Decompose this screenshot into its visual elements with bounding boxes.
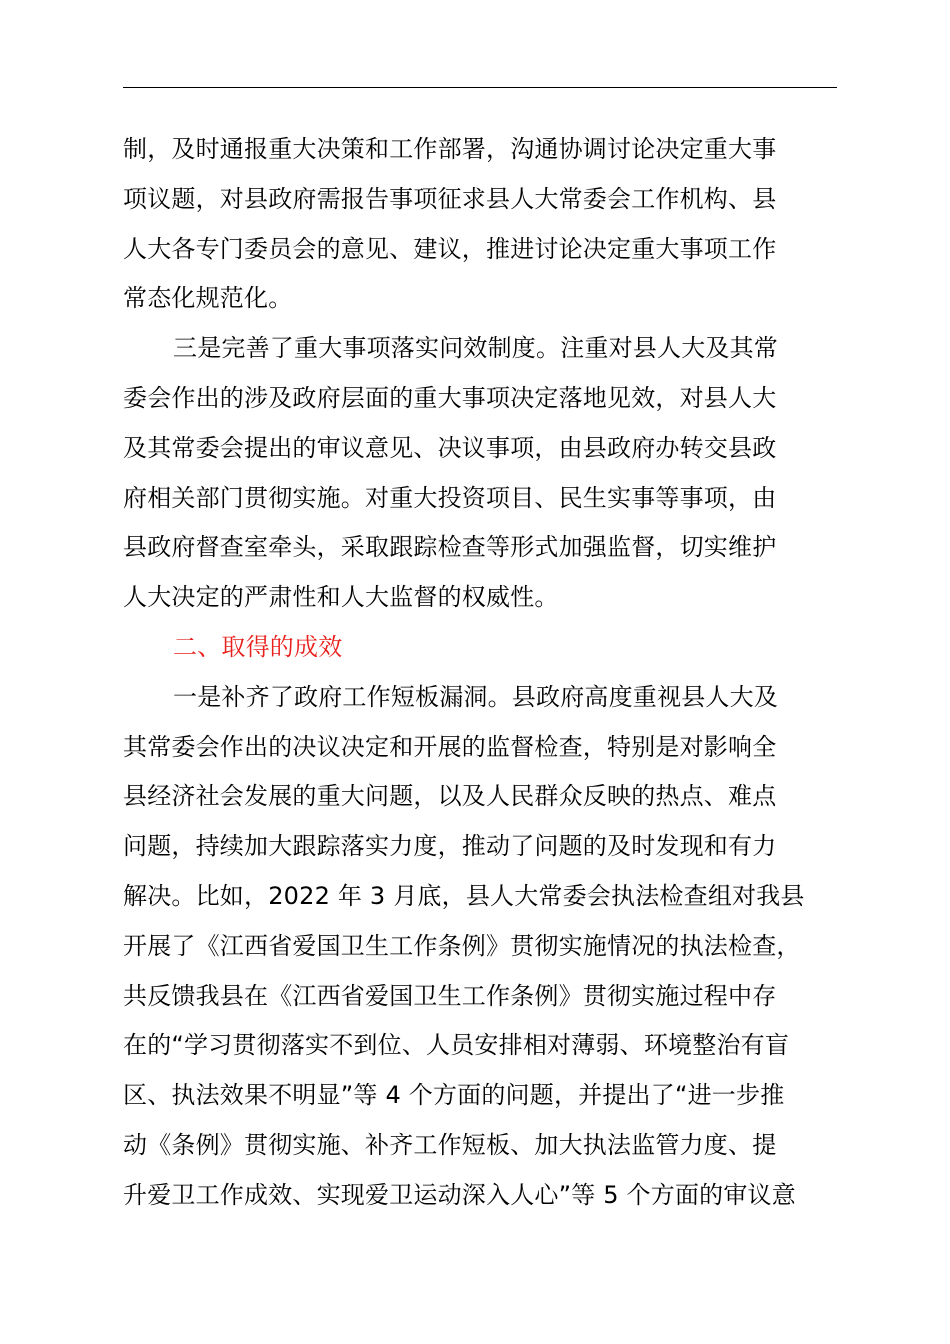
text-line: 人大决定的严肃性和人大监督的权威性。 xyxy=(123,583,559,612)
text-line: 问题，持续加大跟踪落实力度，推动了问题的及时发现和有力 xyxy=(123,832,777,861)
text-line: 动《条例》贯彻实施、补齐工作短板、加大执法监管力度、提 xyxy=(123,1130,777,1159)
text-line: 区、执法效果不明显”等 4 个方面的问题，并提出了“进一步推 xyxy=(123,1081,785,1110)
text-line: 县经济社会发展的重大问题，以及人民群众反映的热点、难点 xyxy=(123,782,777,811)
text-line: 制，及时通报重大决策和工作部署，沟通协调讨论决定重大事 xyxy=(123,135,777,163)
paragraph-start-line: 一是补齐了政府工作短板漏洞。县政府高度重视县人大及 xyxy=(173,682,778,711)
text-line: 县政府督查室牵头，采取跟踪检查等形式加强监督，切实维护 xyxy=(123,533,777,562)
text-line: 在的“学习贯彻落实不到位、人员安排相对薄弱、环境整治有盲 xyxy=(123,1031,790,1060)
text-line: 及其常委会提出的审议意见、决议事项，由县政府办转交县政 xyxy=(123,433,777,462)
paragraph-start-line: 三是完善了重大事项落实问效制度。注重对县人大及其常 xyxy=(173,334,778,363)
text-line: 其常委会作出的决议决定和开展的监督检查，特别是对影响全 xyxy=(123,732,777,761)
text-line: 升爱卫工作成效、实现爱卫运动深入人心”等 5 个方面的审议意 xyxy=(123,1180,796,1209)
text-line: 人大各专门委员会的意见、建议，推进讨论决定重大事项工作 xyxy=(123,234,777,263)
text-line: 项议题，对县政府需报告事项征求县人大常委会工作机构、县 xyxy=(123,184,777,213)
document-body xyxy=(123,125,837,1221)
text-line: 常态化规范化。 xyxy=(123,284,293,313)
text-line: 开展了《江西省爱国卫生工作条例》贯彻实施情况的执法检查， xyxy=(123,931,801,960)
header-rule xyxy=(123,87,837,88)
text-line: 解决。比如，2022 年 3 月底，县人大常委会执法检查组对我县 xyxy=(123,881,805,910)
text-line: 府相关部门贯彻实施。对重大投资项目、民生实事等事项，由 xyxy=(123,483,777,512)
section-heading: 二、取得的成效 xyxy=(173,632,343,661)
text-line: 委会作出的涉及政府层面的重大事项决定落地见效，对县人大 xyxy=(123,383,777,412)
text-line: 共反馈我县在《江西省爱国卫生工作条例》贯彻实施过程中存 xyxy=(123,981,777,1010)
